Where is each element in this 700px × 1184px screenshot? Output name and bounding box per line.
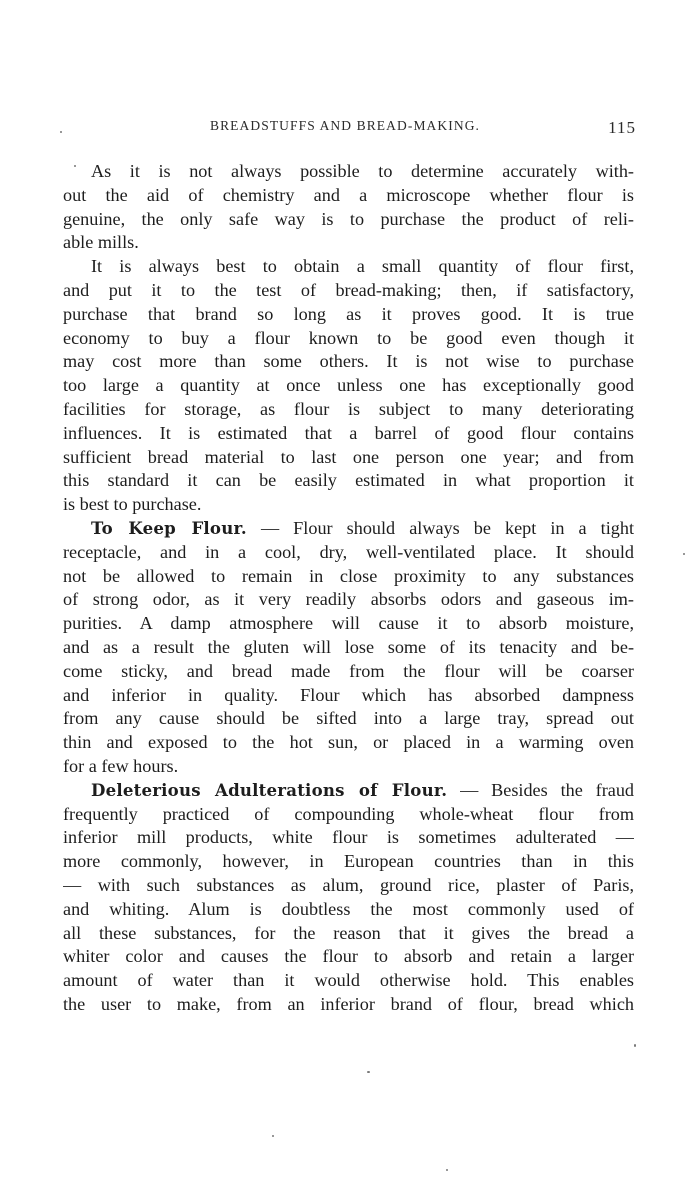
text-line: able mills.	[63, 232, 139, 253]
paper-speck	[60, 131, 62, 133]
text-line: — with such substances as alum, ground rice, plaster of Paris,	[63, 874, 634, 895]
text-line: and put it to the test of bread-making; then, if satisfactory,	[63, 279, 634, 300]
text-line: purities. A damp atmosphere will cause it to absorb moisture,	[63, 613, 634, 634]
section-adulterations-of-flour	[63, 779, 634, 1017]
section-lead-text: — Flour should always be kept in a tight	[260, 517, 634, 538]
paper-speck	[272, 1135, 274, 1137]
text-line: the user to make, from an inferior brand of flour, bread which	[63, 993, 634, 1014]
text-line: from any cause should be sifted into a large tray, spread out	[63, 708, 634, 729]
section-heading: Deleterious Adulterations of Flour.	[91, 779, 448, 800]
text-line: thin and exposed to the hot sun, or placed in a warming oven	[63, 732, 634, 753]
text-line: not be allowed to remain in close proximity to any substances	[63, 565, 634, 586]
text-line	[63, 517, 634, 541]
text-line: influences. It is estimated that a barrel of good flour contains	[63, 422, 634, 443]
text-line: is best to purchase.	[63, 494, 202, 515]
text-line: and as a result the gluten will lose some of its tenacity and be-	[63, 636, 634, 657]
text-line: genuine, the only safe way is to purchase the product of reli-	[63, 208, 634, 229]
text-line	[63, 779, 634, 803]
page-number: 115	[608, 118, 636, 137]
section-heading: To Keep Flour.	[91, 517, 247, 538]
text-line: economy to buy a flour known to be good even though it	[63, 327, 634, 348]
body-text	[63, 160, 634, 1017]
text-line: all these substances, for the reason that it gives the bread a	[63, 922, 634, 943]
text-line: this standard it can be easily estimated in what proportion it	[63, 470, 634, 491]
text-line: out the aid of chemistry and a microscope whether flour is	[63, 184, 634, 205]
text-line: and whiting. Alum is doubtless the most commonly used of	[63, 898, 634, 919]
text-line: inferior mill products, white flour is sometimes adulterated —	[63, 827, 634, 848]
text-line: may cost more than some others. It is not wise to purchase	[63, 351, 634, 372]
section-to-keep-flour	[63, 517, 634, 779]
paper-speck	[683, 553, 685, 555]
text-line: receptacle, and in a cool, dry, well-ventilated place. It should	[63, 541, 634, 562]
text-line: purchase that brand so long as it proves good. It is true	[63, 303, 634, 324]
text-line: frequently practiced of compounding whole-wheat flour from	[63, 803, 634, 824]
paragraph-intro	[63, 160, 634, 255]
text-line: more commonly, however, in European countries than in this	[63, 851, 634, 872]
paper-speck	[634, 1044, 636, 1047]
paper-speck	[367, 1071, 370, 1073]
running-title: BREADSTUFFS AND BREAD-MAKING.	[209, 118, 481, 133]
text-line: It is always best to obtain a small quantity of flour first,	[91, 256, 634, 277]
text-line: sufficient bread material to last one person one year; and from	[63, 446, 634, 467]
text-line: of strong odor, as it very readily absorbs odors and gaseous im-	[63, 589, 634, 610]
text-line: whiter color and causes the flour to absorb and retain a larger	[63, 946, 634, 967]
text-line: facilities for storage, as flour is subject to many deteriorating	[63, 398, 634, 419]
paper-speck	[446, 1169, 448, 1171]
paragraph-purchase	[63, 255, 634, 517]
text-line: and inferior in quality. Flour which has absorbed dampness	[63, 684, 634, 705]
text-line: too large a quantity at once unless one has exceptionally good	[63, 375, 634, 396]
text-line: for a few hours.	[63, 755, 179, 776]
section-lead-text: — Besides the fraud	[460, 779, 634, 800]
text-line: As it is not always possible to determine accurately with-	[91, 161, 634, 181]
paper-speck	[74, 165, 76, 167]
running-header	[60, 118, 640, 142]
text-line: amount of water than it would otherwise hold. This enables	[63, 970, 634, 991]
text-line: come sticky, and bread made from the flour will be coarser	[63, 660, 634, 681]
